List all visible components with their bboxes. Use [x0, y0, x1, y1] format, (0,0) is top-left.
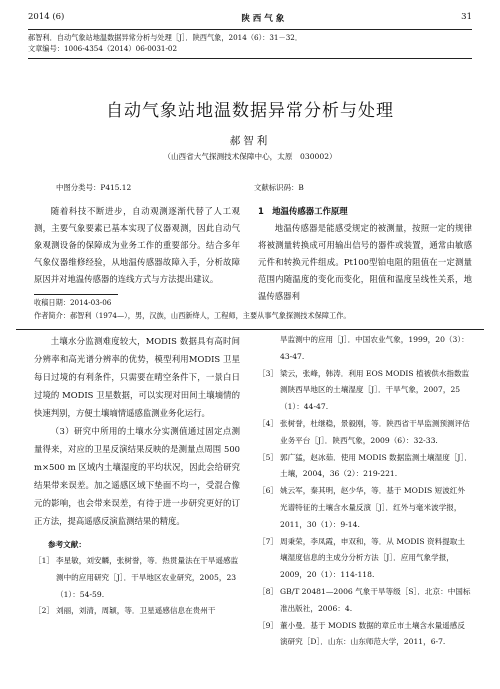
body-paragraph: 土壤水分监测难度较大，MODIS 数据具有高时间分辨率和高光谱分辨率的优势，模型利用MODIS 卫星每日过境的有利条件，只需要在晴空条件下，一景白日过境的 MODIS 卫星数据，可以实现对田间土壤墒情的快速判别，方便土壤墒情遥感监测业务化运行。 [34, 336, 240, 418]
reference-text: 姚云军，秦其明，赵少华，等．基于 MODIS 短波红外光谱特征的土壤含水量反演［J］．红外与毫米波学报，2011，30（1）：9-14. [280, 486, 465, 529]
reference-number: ［1］ [34, 556, 55, 565]
received-date: 收稿日期：2014-03-06 [34, 298, 112, 307]
reference-text: 旱监测中的应用［J］．中国农业气象，1999，20（3）：43-47. [280, 335, 469, 361]
reference-number: ［8］ [258, 586, 279, 596]
journal-name: 陕 西 气 象 [241, 14, 285, 24]
reference-number: ［7］ [258, 536, 279, 546]
affiliation: （山西省大气探测技术保障中心，太原 030002） [163, 152, 337, 161]
body-paragraph: （3）研究中所用的土壤水分实测值通过固定点测量得来，对应的卫星反演结果反映的是测量点周围 500 m×500 m 区域内土壤湿度的平均状况，因此会给研究结果带来误差。加之遥感区域下垫面不均一，受混合像元的影响，也会带来误差，有待于进一步研究更好的订正方法，提高遥感反演监测结果的精度。 [34, 426, 240, 526]
reference-text: 李星敏，刘安麟，张树誉，等．热贯量法在干旱遥感监测中的应用研究［J］．干旱地区农业研究，2005，23（1）：54-59. [56, 556, 239, 599]
left-column [34, 332, 240, 620]
section-1-text: 地温传感器是能感受规定的被测量，按照一定的规律将被测量转换成可用输出信号的器件或装置，通常由敏感元件和转换元件组成。Pt100型铂电阻的阻值在一定测量范围内随温度的变化而变化，阻值和温度呈线性关系，地温传感器利 [258, 223, 472, 301]
reference-text: 张树誉，杜继稳，景毅刚，等．陕西省干旱监测预测评估业务平台［J］．陕西气象，2009（6）：32-33. [280, 418, 470, 445]
reference-number: ［6］ [258, 486, 279, 496]
reference-item [258, 483, 472, 533]
reference-item [258, 584, 472, 618]
clc-number: 中图分类号：P415.12 [56, 183, 132, 192]
reference-item [258, 618, 472, 652]
reference-number: ［2］ [34, 606, 55, 616]
reference-number: ［9］ [258, 620, 279, 630]
references-title: 参考文献： [48, 540, 86, 549]
reference-text: GB/T 20481—2006 气象干旱等级［S］．北京：中国标准出版社，2006：4. [280, 586, 471, 613]
reference-number: ［3］ [258, 368, 279, 378]
reference-text: 梁云，张峰，韩涛．利用 EOS MODIS 植被供水指数监测陕西旱地区的土壤湿度［J］．干旱气象，2007，25（1）：44-47. [280, 368, 470, 412]
footnote-rule [34, 294, 118, 295]
section-1-title: 1 地温传感器工作原理 [258, 206, 348, 216]
reference-item [258, 450, 472, 484]
reference-text: 刘丽，刘清，周颖，等．卫星遥感信息在贵州干 [56, 606, 216, 616]
header-rule [28, 29, 472, 30]
article-number: 文章编号：1006-4354（2014）06-0031-02 [28, 43, 178, 53]
reference-item [258, 416, 472, 450]
reference-text: 周秉荣，李凤霞，申双和，等．从 MODIS 资料提取土壤湿度信息的主成分分析方法［J］．应用气象学报，2009，20（1）：114-118. [280, 536, 465, 580]
reference-item [258, 366, 472, 416]
right-column [258, 332, 472, 651]
citation-rule [28, 58, 472, 59]
author-name: 郝智利 [229, 135, 271, 147]
running-header [28, 12, 472, 26]
reference-number: ［4］ [258, 418, 279, 428]
section-divider [16, 329, 484, 330]
reference-continuation [258, 332, 472, 366]
reference-item [34, 603, 240, 620]
issue-label: 2014 (6) [28, 12, 65, 22]
reference-item [34, 553, 240, 603]
document-code: 文献标识码：B [254, 183, 304, 192]
reference-number: ［5］ [258, 452, 279, 462]
article-title: 自动气象站地温数据异常分析与处理 [106, 101, 394, 121]
intro-paragraph: 随着科技不断进步，自动观测逐渐代替了人工观测，主要气象要素已基本实现了仪器观测，因此自动气象观测设备的保障成为业务工作的重要部分。结合多年气象仪器维修经验，从地温传感器故障入手，分析故障原因并对地温传感器的连线方式与方法提出建议。 [34, 206, 240, 284]
page-number: 31 [461, 12, 472, 22]
citation-block [28, 33, 472, 54]
author-bio: 作者简介：郝智利（1974—），男，汉族，山西新绛人，工程师，主要从事气象探测技术保障工作。 [34, 311, 351, 320]
reference-text: 董小曼．基于 MODIS 数据的章丘市土壤含水量遥感反演研究［D］．山东：山东师范大学，2011，6-7. [280, 620, 465, 647]
reference-item [258, 534, 472, 584]
reference-text: 郭广猛，赵冰茹．使用 MODIS 数据监测土壤湿度［J］．土壤，2004，36（2）：219-221. [280, 452, 472, 479]
section-1 [258, 203, 472, 305]
footnote [34, 296, 472, 322]
citation-line: 郝智利．自动气象站地温数据异常分析与处理［J］．陕西气象，2014（6）：31－32． [28, 33, 303, 42]
